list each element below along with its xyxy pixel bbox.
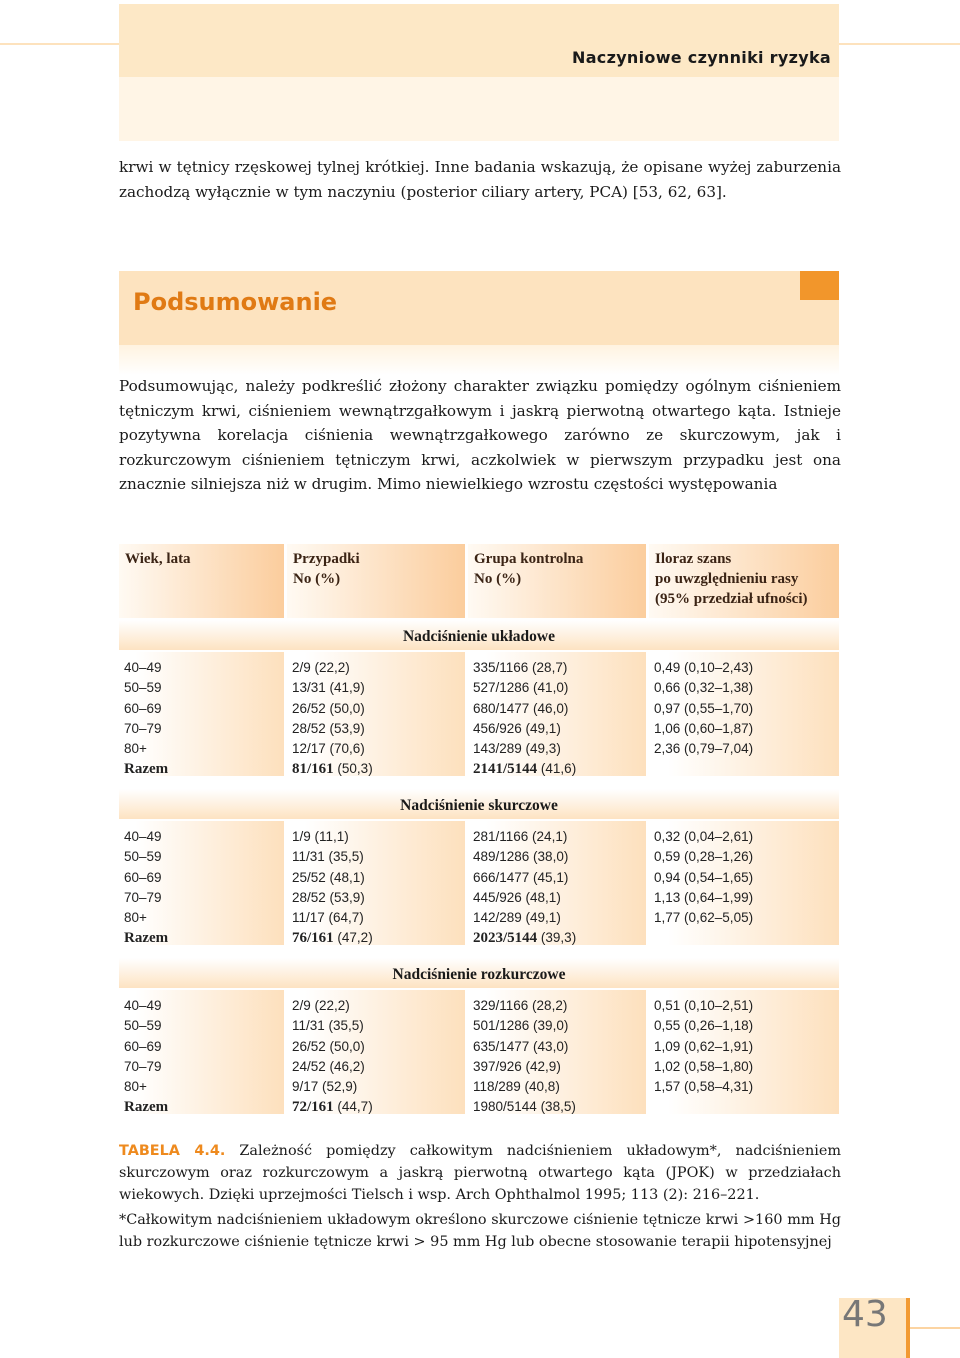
table-cell: 26/52 (50,0) [292, 1038, 365, 1054]
table-cell: 445/926 (48,1) [473, 889, 561, 905]
table-cell: 26/52 (50,0) [292, 700, 365, 716]
header-rule-right [839, 43, 960, 45]
table-column-cases [287, 652, 465, 776]
table-total-label: Razem [124, 1099, 169, 1116]
table-group-label: Nadciśnienie skurczowe [400, 797, 558, 814]
running-header [119, 4, 839, 77]
table-total-value: 2141/5144 [473, 761, 538, 778]
table-header-cell: Grupa kontrolna No (%) [468, 544, 646, 618]
table-cell: 1,13 (0,64–1,99) [654, 889, 754, 905]
table-total-cell [473, 759, 641, 779]
table-header-cell: Wiek, lata [119, 544, 284, 618]
table-cell: 635/1477 (43,0) [473, 1038, 569, 1054]
table-column-ages [119, 990, 284, 1114]
header-fade [119, 77, 839, 141]
table-cell: 9/17 (52,9) [292, 1079, 358, 1095]
table-header-row [119, 544, 839, 618]
section-title: Podsumowanie [133, 288, 338, 316]
table-column-or [649, 990, 839, 1114]
table-group-label: Nadciśnienie rozkurczowe [392, 966, 566, 983]
section-accent-square [800, 271, 839, 300]
table-cell: 0,49 (0,10–2,43) [654, 660, 754, 675]
table-cell: 0,32 (0,04–2,61) [654, 829, 754, 844]
table-cell: 28/52 (53,9) [292, 720, 365, 736]
table-total-percent: 1980/5144 (38,5) [473, 1099, 576, 1115]
table-cell: 335/1166 (28,7) [473, 660, 568, 675]
table-cell: 2/9 (22,2) [292, 660, 350, 675]
table-cell: 666/1477 (45,1) [473, 869, 569, 885]
running-header-title: Naczyniowe czynniki ryzyka [572, 48, 831, 67]
table-group-body [119, 821, 839, 945]
table-cell: 2,36 (0,79–7,04) [654, 741, 754, 757]
table-cell: 0,59 (0,28–1,26) [654, 849, 754, 865]
table-cell: 397/926 (42,9) [473, 1058, 561, 1074]
page-number: 43 [842, 1294, 888, 1335]
table-cell: 2/9 (22,2) [292, 998, 350, 1013]
table-total-percent: (39,3) [537, 930, 577, 946]
table-cell: 0,55 (0,26–1,18) [654, 1018, 754, 1034]
table-column-ages [119, 652, 284, 776]
table-cell: 70–79 [124, 1058, 162, 1074]
body-paragraph-1: krwi w tętnicy rzęskowej tylnej krótkiej. Inne badania wskazują, że opisane wyżej zaburzenia zachodzą wyłącznie w tym naczyniu (posterior ciliary artery, PCA) [53, 62, 63]. [119, 158, 841, 201]
section-fade [119, 345, 839, 375]
table-cell: 281/1166 (24,1) [473, 829, 568, 844]
table-cell: 60–69 [124, 700, 162, 716]
table-cell: 0,66 (0,32–1,38) [654, 680, 754, 696]
header-rule-left [0, 43, 119, 45]
table-caption-text: Zależność pomiędzy całkowitym nadciśnieniem układowym*, nadciśnieniem skurczowym oraz rozkurczowym a jaskrą pierwotną otwartego kąta (JPOK) w przedziałach wiekowych. Dzięki uprzejmości Tielsch i wsp. Arch Ophthalmol 1995; 113 (2): 216–221. [119, 1143, 841, 1203]
table-total-cell [292, 1097, 460, 1117]
table-cell: 1,77 (0,62–5,05) [654, 910, 754, 926]
table-cell: 70–79 [124, 720, 162, 736]
table-column-or [649, 821, 839, 945]
table-cell: 1/9 (11,1) [292, 829, 349, 844]
table-footnote: *Całkowitym nadciśnieniem układowym określono skurczowe ciśnienie tętnicze krwi >160 mm Hg lub rozkurczowe ciśnienie tętnicze krwi > 95 mm Hg lub obecne stosowanie terapii hipotensyjnej [119, 1212, 841, 1250]
table-cell: 0,51 (0,10–2,51) [654, 998, 754, 1013]
table-cell: 28/52 (53,9) [292, 889, 365, 905]
table-total-value: 81/161 [292, 761, 334, 778]
table-group-body [119, 990, 839, 1114]
table-cell: 80+ [124, 741, 147, 757]
table-cell: 1,57 (0,58–4,31) [654, 1079, 754, 1095]
table-cell: 13/31 (41,9) [292, 680, 365, 696]
table-cell: 80+ [124, 910, 147, 926]
table-column-controls [468, 652, 646, 776]
table-cell: 40–49 [124, 998, 162, 1013]
table-column-cases [287, 990, 465, 1114]
body-paragraph-2: Podsumowując, należy podkreślić złożony charakter związku pomiędzy ogólnym ciśnieniem tętniczym krwi, ciśnieniem wewnątrzgałkowym i jaskrą pierwotną otwartego kąta. Istnieje pozytywna korelacja ciśnienia wewnątrzgałkowego zarówno ze skurczowym, jak i rozkurczowym ciśnieniem tętniczym krwi, aczkolwiek w pierwszym przypadku jest ona znacznie silniejsza niż w drugim. Mimo niewielkiego wzrostu częstości występowania [119, 377, 841, 493]
table-column-ages [119, 821, 284, 945]
table-cell: 80+ [124, 1079, 147, 1095]
table-total-value: 76/161 [292, 930, 334, 947]
table-cell: 1,06 (0,60–1,87) [654, 720, 754, 736]
table-column-cases [287, 821, 465, 945]
page-number-accent [906, 1298, 910, 1358]
table-cell: 1,02 (0,58–1,80) [654, 1058, 754, 1074]
table-total-cell [473, 928, 641, 948]
table-total-percent: (41,6) [537, 761, 577, 777]
table-cell: 142/289 (49,1) [473, 910, 561, 926]
table-total-cell [292, 928, 460, 948]
table-cell: 50–59 [124, 849, 162, 865]
table-cell: 50–59 [124, 680, 162, 696]
table-cell: 143/289 (49,3) [473, 741, 561, 757]
table-cell: 329/1166 (28,2) [473, 998, 568, 1013]
table-total-value: 2023/5144 [473, 930, 538, 947]
table-cell: 456/926 (49,1) [473, 720, 561, 736]
table-cell: 0,97 (0,55–1,70) [654, 700, 754, 716]
table-cell: 12/17 (70,6) [292, 741, 365, 757]
table-total-value: 72/161 [292, 1099, 334, 1116]
table-column-controls [468, 990, 646, 1114]
table-cell: 11/17 (64,7) [292, 910, 364, 926]
table-cell: 118/289 (40,8) [473, 1079, 560, 1095]
table-total-cell [473, 1097, 641, 1117]
table-column-or [649, 652, 839, 776]
table-total-percent: (47,2) [333, 930, 373, 946]
table-caption-label: TABELA 4.4. [119, 1143, 226, 1159]
table-total-cell [292, 759, 460, 779]
table-cell: 501/1286 (39,0) [473, 1018, 569, 1034]
table-cell: 0,94 (0,54–1,65) [654, 869, 754, 885]
table-cell: 40–49 [124, 660, 162, 675]
table-cell: 70–79 [124, 889, 162, 905]
table-cell: 527/1286 (41,0) [473, 680, 569, 696]
table-header-cell: Przypadki No (%) [287, 544, 465, 618]
table-cell: 25/52 (48,1) [292, 869, 365, 885]
table-cell: 11/31 (35,5) [292, 849, 364, 865]
table-cell: 11/31 (35,5) [292, 1018, 364, 1034]
table-cell: 60–69 [124, 869, 162, 885]
table-group-header [119, 789, 839, 819]
table-total-percent: (44,7) [333, 1099, 373, 1115]
table-group-body [119, 652, 839, 776]
table-header-cell: Iloraz szans po uwzględnieniu rasy (95% przedział ufności) [649, 544, 839, 618]
table-cell: 1,09 (0,62–1,91) [654, 1038, 754, 1054]
table-cell: 489/1286 (38,0) [473, 849, 569, 865]
table-total-label: Razem [124, 930, 169, 947]
table-group-label: Nadciśnienie układowe [402, 628, 555, 645]
table-total-percent: (50,3) [333, 761, 373, 777]
table-cell: 50–59 [124, 1018, 162, 1034]
table-total-label: Razem [124, 761, 169, 778]
table-cell: 40–49 [124, 829, 162, 844]
table-group-header [119, 620, 839, 650]
table-cell: 60–69 [124, 1038, 162, 1054]
table-group-header [119, 958, 839, 988]
table-column-controls [468, 821, 646, 945]
table-caption [119, 1140, 841, 1206]
table-cell: 24/52 (46,2) [292, 1058, 365, 1074]
table-cell: 680/1477 (46,0) [473, 700, 569, 716]
